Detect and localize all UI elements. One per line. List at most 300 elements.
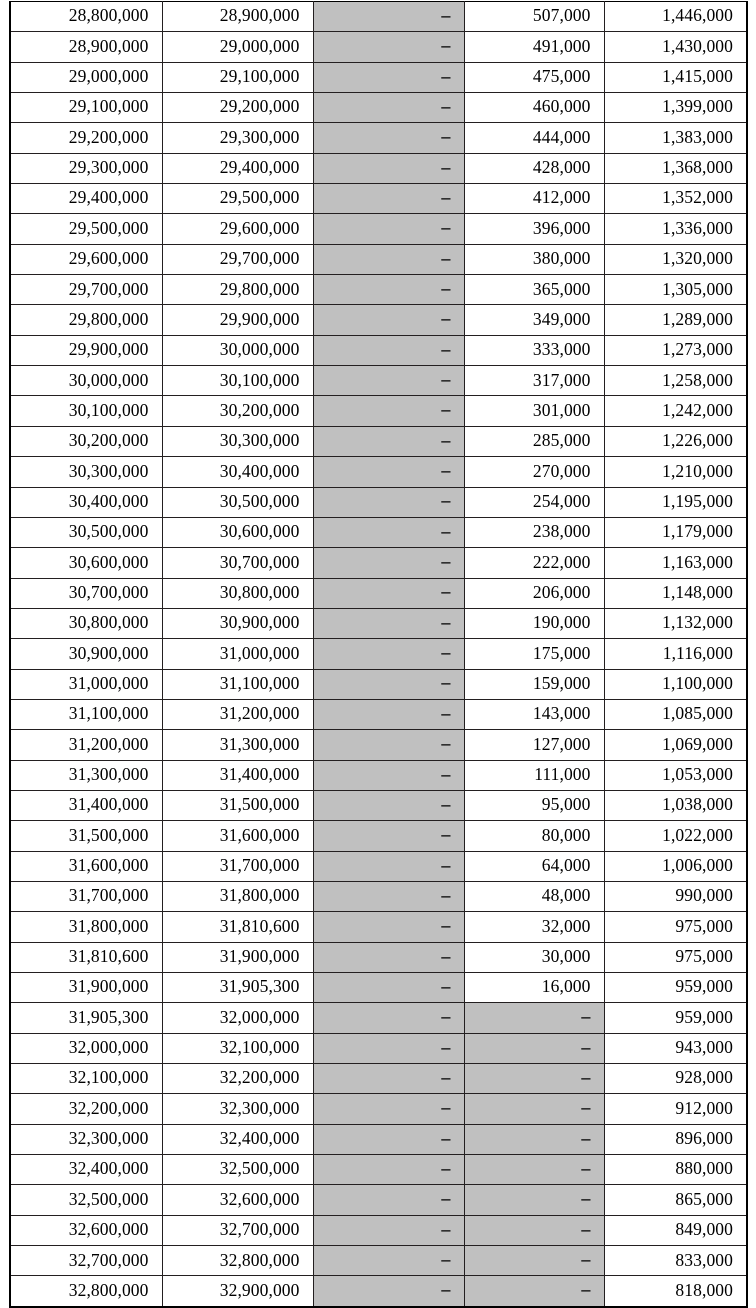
table-row xyxy=(10,790,747,820)
column-3-cell xyxy=(313,153,464,183)
dash-placeholder: – xyxy=(441,278,451,299)
column-4-cell: 412,000 xyxy=(464,184,604,214)
column-3-cell xyxy=(313,548,464,578)
column-4-cell xyxy=(464,1033,604,1063)
bracket-upper-bound-cell: 29,300,000 xyxy=(162,123,313,153)
column-5-cell: 1,273,000 xyxy=(604,335,747,365)
table-row xyxy=(10,699,747,729)
column-4-cell: 396,000 xyxy=(464,214,604,244)
bracket-upper-bound-cell: 29,400,000 xyxy=(162,153,313,183)
bracket-upper-bound-cell: 30,500,000 xyxy=(162,487,313,517)
table-row xyxy=(10,1094,747,1124)
dash-placeholder: – xyxy=(441,793,451,814)
column-5-cell: 1,446,000 xyxy=(604,2,747,32)
bracket-upper-bound-cell: 30,200,000 xyxy=(162,396,313,426)
bracket-upper-bound-cell: 31,300,000 xyxy=(162,730,313,760)
bracket-upper-bound-cell: 31,905,300 xyxy=(162,973,313,1003)
bracket-upper-bound-cell: 32,600,000 xyxy=(162,1185,313,1215)
dash-placeholder: – xyxy=(441,65,451,86)
column-3-cell xyxy=(313,1064,464,1094)
column-5-cell: 1,352,000 xyxy=(604,184,747,214)
bracket-upper-bound-cell: 29,100,000 xyxy=(162,62,313,92)
dash-placeholder: – xyxy=(441,1188,451,1209)
column-5-cell: 1,179,000 xyxy=(604,517,747,547)
column-4-cell: 222,000 xyxy=(464,548,604,578)
bracket-upper-bound-cell: 32,800,000 xyxy=(162,1246,313,1276)
dash-placeholder: – xyxy=(441,642,451,663)
bracket-lower-bound-cell: 30,500,000 xyxy=(10,517,162,547)
column-5-cell: 1,336,000 xyxy=(604,214,747,244)
table-row xyxy=(10,1185,747,1215)
table-row xyxy=(10,1033,747,1063)
bracket-upper-bound-cell: 31,810,600 xyxy=(162,912,313,942)
column-5-cell: 1,226,000 xyxy=(604,426,747,456)
column-4-cell: 127,000 xyxy=(464,730,604,760)
table-row xyxy=(10,1276,747,1307)
bracket-lower-bound-cell: 29,400,000 xyxy=(10,184,162,214)
column-5-cell: 833,000 xyxy=(604,1246,747,1276)
table-row xyxy=(10,2,747,32)
dash-placeholder: – xyxy=(581,1006,591,1027)
column-3-cell xyxy=(313,396,464,426)
bracket-upper-bound-cell: 31,100,000 xyxy=(162,669,313,699)
column-5-cell: 928,000 xyxy=(604,1064,747,1094)
column-3-cell xyxy=(313,305,464,335)
bracket-upper-bound-cell: 32,900,000 xyxy=(162,1276,313,1307)
dash-placeholder: – xyxy=(441,338,451,359)
bracket-lower-bound-cell: 29,600,000 xyxy=(10,244,162,274)
bracket-upper-bound-cell: 29,900,000 xyxy=(162,305,313,335)
bracket-lower-bound-cell: 29,500,000 xyxy=(10,214,162,244)
column-3-cell xyxy=(313,335,464,365)
column-5-cell: 1,038,000 xyxy=(604,790,747,820)
column-4-cell: 428,000 xyxy=(464,153,604,183)
column-3-cell xyxy=(313,62,464,92)
column-5-cell: 1,116,000 xyxy=(604,639,747,669)
column-5-cell: 1,053,000 xyxy=(604,760,747,790)
column-4-cell xyxy=(464,1246,604,1276)
column-3-cell xyxy=(313,244,464,274)
column-3-cell xyxy=(313,366,464,396)
column-5-cell: 1,100,000 xyxy=(604,669,747,699)
column-5-cell: 1,258,000 xyxy=(604,366,747,396)
column-4-cell: 143,000 xyxy=(464,699,604,729)
column-4-cell: 175,000 xyxy=(464,639,604,669)
column-3-cell xyxy=(313,699,464,729)
bracket-lower-bound-cell: 29,900,000 xyxy=(10,335,162,365)
column-4-cell: 95,000 xyxy=(464,790,604,820)
column-3-cell xyxy=(313,942,464,972)
dash-placeholder: – xyxy=(441,520,451,541)
dash-placeholder: – xyxy=(581,1279,591,1300)
dash-placeholder: – xyxy=(441,95,451,116)
table-row xyxy=(10,244,747,274)
column-4-cell: 444,000 xyxy=(464,123,604,153)
column-4-cell: 64,000 xyxy=(464,851,604,881)
column-4-cell: 254,000 xyxy=(464,487,604,517)
column-3-cell xyxy=(313,2,464,32)
column-4-cell xyxy=(464,1094,604,1124)
column-5-cell: 1,195,000 xyxy=(604,487,747,517)
column-4-cell xyxy=(464,1155,604,1185)
column-3-cell xyxy=(313,821,464,851)
column-4-cell: 32,000 xyxy=(464,912,604,942)
bracket-lower-bound-cell: 31,000,000 xyxy=(10,669,162,699)
bracket-lower-bound-cell: 32,700,000 xyxy=(10,1246,162,1276)
column-3-cell xyxy=(313,214,464,244)
bracket-lower-bound-cell: 29,200,000 xyxy=(10,123,162,153)
table-row xyxy=(10,608,747,638)
bracket-upper-bound-cell: 30,800,000 xyxy=(162,578,313,608)
column-3-cell xyxy=(313,487,464,517)
table-row xyxy=(10,93,747,123)
dash-placeholder: – xyxy=(441,217,451,238)
bracket-upper-bound-cell: 32,500,000 xyxy=(162,1155,313,1185)
column-4-cell: 30,000 xyxy=(464,942,604,972)
dash-placeholder: – xyxy=(441,1036,451,1057)
dash-placeholder: – xyxy=(441,551,451,572)
bracket-lower-bound-cell: 31,905,300 xyxy=(10,1003,162,1033)
dash-placeholder: – xyxy=(441,369,451,390)
bracket-lower-bound-cell: 29,800,000 xyxy=(10,305,162,335)
dash-placeholder: – xyxy=(441,733,451,754)
dash-placeholder: – xyxy=(441,702,451,723)
table-row xyxy=(10,548,747,578)
bracket-upper-bound-cell: 29,700,000 xyxy=(162,244,313,274)
dash-placeholder: – xyxy=(441,186,451,207)
bracket-upper-bound-cell: 31,200,000 xyxy=(162,699,313,729)
dash-placeholder: – xyxy=(441,156,451,177)
column-5-cell: 975,000 xyxy=(604,942,747,972)
column-3-cell xyxy=(313,457,464,487)
table-row xyxy=(10,1064,747,1094)
bracket-upper-bound-cell: 31,500,000 xyxy=(162,790,313,820)
table-row xyxy=(10,214,747,244)
table-row xyxy=(10,760,747,790)
dash-placeholder: – xyxy=(441,854,451,875)
table-row xyxy=(10,62,747,92)
column-5-cell: 818,000 xyxy=(604,1276,747,1307)
bracket-lower-bound-cell: 28,900,000 xyxy=(10,32,162,62)
table-row xyxy=(10,1124,747,1154)
column-5-cell: 880,000 xyxy=(604,1155,747,1185)
table-row xyxy=(10,275,747,305)
column-4-cell: 460,000 xyxy=(464,93,604,123)
dash-placeholder: – xyxy=(441,1249,451,1270)
column-4-cell: 80,000 xyxy=(464,821,604,851)
dash-placeholder: – xyxy=(441,1157,451,1178)
dash-placeholder: – xyxy=(441,672,451,693)
column-3-cell xyxy=(313,1155,464,1185)
bracket-lower-bound-cell: 29,300,000 xyxy=(10,153,162,183)
bracket-upper-bound-cell: 29,800,000 xyxy=(162,275,313,305)
bracket-lower-bound-cell: 32,300,000 xyxy=(10,1124,162,1154)
bracket-lower-bound-cell: 30,700,000 xyxy=(10,578,162,608)
bracket-lower-bound-cell: 29,000,000 xyxy=(10,62,162,92)
dash-placeholder: – xyxy=(441,35,451,56)
dash-placeholder: – xyxy=(441,1006,451,1027)
bracket-lower-bound-cell: 31,400,000 xyxy=(10,790,162,820)
table-row xyxy=(10,578,747,608)
column-5-cell: 943,000 xyxy=(604,1033,747,1063)
table-row xyxy=(10,973,747,1003)
bracket-lower-bound-cell: 31,300,000 xyxy=(10,760,162,790)
column-5-cell: 849,000 xyxy=(604,1215,747,1245)
dash-placeholder: – xyxy=(441,884,451,905)
bracket-lower-bound-cell: 30,800,000 xyxy=(10,608,162,638)
column-4-cell: 111,000 xyxy=(464,760,604,790)
bracket-upper-bound-cell: 31,400,000 xyxy=(162,760,313,790)
table-row xyxy=(10,1215,747,1245)
column-4-cell: 48,000 xyxy=(464,881,604,911)
bracket-upper-bound-cell: 30,700,000 xyxy=(162,548,313,578)
bracket-lower-bound-cell: 31,200,000 xyxy=(10,730,162,760)
table-row xyxy=(10,1246,747,1276)
column-3-cell xyxy=(313,32,464,62)
dash-placeholder: – xyxy=(441,1279,451,1300)
column-4-cell: 380,000 xyxy=(464,244,604,274)
bracket-lower-bound-cell: 30,400,000 xyxy=(10,487,162,517)
bracket-upper-bound-cell: 29,500,000 xyxy=(162,184,313,214)
column-3-cell xyxy=(313,1094,464,1124)
table-row xyxy=(10,123,747,153)
column-5-cell: 1,132,000 xyxy=(604,608,747,638)
column-4-cell: 507,000 xyxy=(464,2,604,32)
column-5-cell: 959,000 xyxy=(604,1003,747,1033)
table-row xyxy=(10,912,747,942)
dash-placeholder: – xyxy=(581,1218,591,1239)
column-3-cell xyxy=(313,1215,464,1245)
column-3-cell xyxy=(313,426,464,456)
column-4-cell xyxy=(464,1276,604,1307)
bracket-upper-bound-cell: 31,800,000 xyxy=(162,881,313,911)
bracket-lower-bound-cell: 30,300,000 xyxy=(10,457,162,487)
column-4-cell: 349,000 xyxy=(464,305,604,335)
column-5-cell: 865,000 xyxy=(604,1185,747,1215)
column-4-cell: 238,000 xyxy=(464,517,604,547)
dash-placeholder: – xyxy=(441,460,451,481)
dash-placeholder: – xyxy=(441,247,451,268)
column-5-cell: 1,289,000 xyxy=(604,305,747,335)
column-3-cell xyxy=(313,639,464,669)
bracket-lower-bound-cell: 31,100,000 xyxy=(10,699,162,729)
table-row xyxy=(10,305,747,335)
bracket-lower-bound-cell: 31,600,000 xyxy=(10,851,162,881)
column-4-cell: 190,000 xyxy=(464,608,604,638)
column-5-cell: 1,148,000 xyxy=(604,578,747,608)
column-3-cell xyxy=(313,184,464,214)
column-5-cell: 990,000 xyxy=(604,881,747,911)
column-4-cell: 317,000 xyxy=(464,366,604,396)
table-row xyxy=(10,487,747,517)
table-row xyxy=(10,669,747,699)
dash-placeholder: – xyxy=(441,1097,451,1118)
column-3-cell xyxy=(313,578,464,608)
column-3-cell xyxy=(313,912,464,942)
table-row xyxy=(10,851,747,881)
column-3-cell xyxy=(313,669,464,699)
column-3-cell xyxy=(313,1003,464,1033)
bracket-upper-bound-cell: 29,600,000 xyxy=(162,214,313,244)
dash-placeholder: – xyxy=(581,1127,591,1148)
column-4-cell: 16,000 xyxy=(464,973,604,1003)
column-3-cell xyxy=(313,1033,464,1063)
column-5-cell: 1,430,000 xyxy=(604,32,747,62)
column-4-cell xyxy=(464,1064,604,1094)
column-4-cell: 285,000 xyxy=(464,426,604,456)
column-3-cell xyxy=(313,93,464,123)
column-4-cell: 206,000 xyxy=(464,578,604,608)
dash-placeholder: – xyxy=(441,1218,451,1239)
bracket-upper-bound-cell: 30,900,000 xyxy=(162,608,313,638)
column-4-cell: 159,000 xyxy=(464,669,604,699)
table-row xyxy=(10,396,747,426)
column-4-cell xyxy=(464,1185,604,1215)
dash-placeholder: – xyxy=(581,1066,591,1087)
column-3-cell xyxy=(313,1246,464,1276)
column-4-cell xyxy=(464,1124,604,1154)
column-5-cell: 1,163,000 xyxy=(604,548,747,578)
bracket-lower-bound-cell: 32,500,000 xyxy=(10,1185,162,1215)
bracket-lower-bound-cell: 29,100,000 xyxy=(10,93,162,123)
bracket-lower-bound-cell: 31,700,000 xyxy=(10,881,162,911)
table-row xyxy=(10,457,747,487)
column-3-cell xyxy=(313,790,464,820)
bracket-upper-bound-cell: 29,000,000 xyxy=(162,32,313,62)
table-row xyxy=(10,881,747,911)
dash-placeholder: – xyxy=(581,1157,591,1178)
bracket-lower-bound-cell: 28,800,000 xyxy=(10,2,162,32)
column-5-cell: 896,000 xyxy=(604,1124,747,1154)
column-4-cell: 333,000 xyxy=(464,335,604,365)
rate-bracket-table xyxy=(9,1,748,1308)
dash-placeholder: – xyxy=(441,581,451,602)
bracket-lower-bound-cell: 30,600,000 xyxy=(10,548,162,578)
dash-placeholder: – xyxy=(441,429,451,450)
column-4-cell: 475,000 xyxy=(464,62,604,92)
column-3-cell xyxy=(313,851,464,881)
table-row xyxy=(10,153,747,183)
bracket-lower-bound-cell: 31,900,000 xyxy=(10,973,162,1003)
bracket-upper-bound-cell: 29,200,000 xyxy=(162,93,313,123)
dash-placeholder: – xyxy=(581,1249,591,1270)
bracket-upper-bound-cell: 32,100,000 xyxy=(162,1033,313,1063)
column-5-cell: 1,210,000 xyxy=(604,457,747,487)
table-body xyxy=(10,2,747,1307)
table-row xyxy=(10,335,747,365)
table-row xyxy=(10,184,747,214)
column-4-cell xyxy=(464,1215,604,1245)
dash-placeholder: – xyxy=(581,1036,591,1057)
dash-placeholder: – xyxy=(441,611,451,632)
dash-placeholder: – xyxy=(441,915,451,936)
column-5-cell: 1,305,000 xyxy=(604,275,747,305)
column-5-cell: 1,069,000 xyxy=(604,730,747,760)
bracket-upper-bound-cell: 30,600,000 xyxy=(162,517,313,547)
table-row xyxy=(10,730,747,760)
bracket-lower-bound-cell: 32,000,000 xyxy=(10,1033,162,1063)
column-5-cell: 1,022,000 xyxy=(604,821,747,851)
column-3-cell xyxy=(313,973,464,1003)
column-3-cell xyxy=(313,1124,464,1154)
table-row xyxy=(10,942,747,972)
bracket-upper-bound-cell: 32,700,000 xyxy=(162,1215,313,1245)
column-4-cell xyxy=(464,1003,604,1033)
table-row xyxy=(10,366,747,396)
column-5-cell: 975,000 xyxy=(604,912,747,942)
bracket-lower-bound-cell: 32,200,000 xyxy=(10,1094,162,1124)
bracket-lower-bound-cell: 32,100,000 xyxy=(10,1064,162,1094)
bracket-lower-bound-cell: 30,100,000 xyxy=(10,396,162,426)
bracket-lower-bound-cell: 32,800,000 xyxy=(10,1276,162,1307)
column-5-cell: 959,000 xyxy=(604,973,747,1003)
bracket-lower-bound-cell: 30,000,000 xyxy=(10,366,162,396)
column-5-cell: 1,368,000 xyxy=(604,153,747,183)
table-row xyxy=(10,639,747,669)
column-3-cell xyxy=(313,760,464,790)
dash-placeholder: – xyxy=(441,308,451,329)
table-row xyxy=(10,426,747,456)
dash-placeholder: – xyxy=(441,824,451,845)
column-5-cell: 1,242,000 xyxy=(604,396,747,426)
column-5-cell: 1,006,000 xyxy=(604,851,747,881)
column-3-cell xyxy=(313,123,464,153)
bracket-lower-bound-cell: 31,500,000 xyxy=(10,821,162,851)
column-4-cell: 270,000 xyxy=(464,457,604,487)
bracket-lower-bound-cell: 32,400,000 xyxy=(10,1155,162,1185)
bracket-upper-bound-cell: 32,300,000 xyxy=(162,1094,313,1124)
table-row xyxy=(10,1155,747,1185)
dash-placeholder: – xyxy=(441,1127,451,1148)
bracket-upper-bound-cell: 30,000,000 xyxy=(162,335,313,365)
bracket-upper-bound-cell: 30,300,000 xyxy=(162,426,313,456)
table-row xyxy=(10,1003,747,1033)
column-4-cell: 491,000 xyxy=(464,32,604,62)
bracket-upper-bound-cell: 31,700,000 xyxy=(162,851,313,881)
column-5-cell: 1,415,000 xyxy=(604,62,747,92)
table-row xyxy=(10,517,747,547)
dash-placeholder: – xyxy=(441,399,451,420)
column-5-cell: 1,399,000 xyxy=(604,93,747,123)
column-3-cell xyxy=(313,730,464,760)
column-4-cell: 301,000 xyxy=(464,396,604,426)
dash-placeholder: – xyxy=(441,126,451,147)
bracket-upper-bound-cell: 31,000,000 xyxy=(162,639,313,669)
dash-placeholder: – xyxy=(441,490,451,511)
column-5-cell: 1,320,000 xyxy=(604,244,747,274)
bracket-lower-bound-cell: 31,810,600 xyxy=(10,942,162,972)
dash-placeholder: – xyxy=(441,1066,451,1087)
dash-placeholder: – xyxy=(441,945,451,966)
bracket-lower-bound-cell: 30,900,000 xyxy=(10,639,162,669)
bracket-upper-bound-cell: 30,400,000 xyxy=(162,457,313,487)
bracket-upper-bound-cell: 32,000,000 xyxy=(162,1003,313,1033)
table-row xyxy=(10,821,747,851)
dash-placeholder: – xyxy=(441,975,451,996)
bracket-upper-bound-cell: 30,100,000 xyxy=(162,366,313,396)
bracket-upper-bound-cell: 32,400,000 xyxy=(162,1124,313,1154)
column-3-cell xyxy=(313,608,464,638)
bracket-upper-bound-cell: 31,600,000 xyxy=(162,821,313,851)
bracket-upper-bound-cell: 31,900,000 xyxy=(162,942,313,972)
bracket-lower-bound-cell: 30,200,000 xyxy=(10,426,162,456)
column-5-cell: 1,085,000 xyxy=(604,699,747,729)
table-row xyxy=(10,32,747,62)
dash-placeholder: – xyxy=(581,1188,591,1209)
column-3-cell xyxy=(313,881,464,911)
dash-placeholder: – xyxy=(441,763,451,784)
bracket-lower-bound-cell: 31,800,000 xyxy=(10,912,162,942)
